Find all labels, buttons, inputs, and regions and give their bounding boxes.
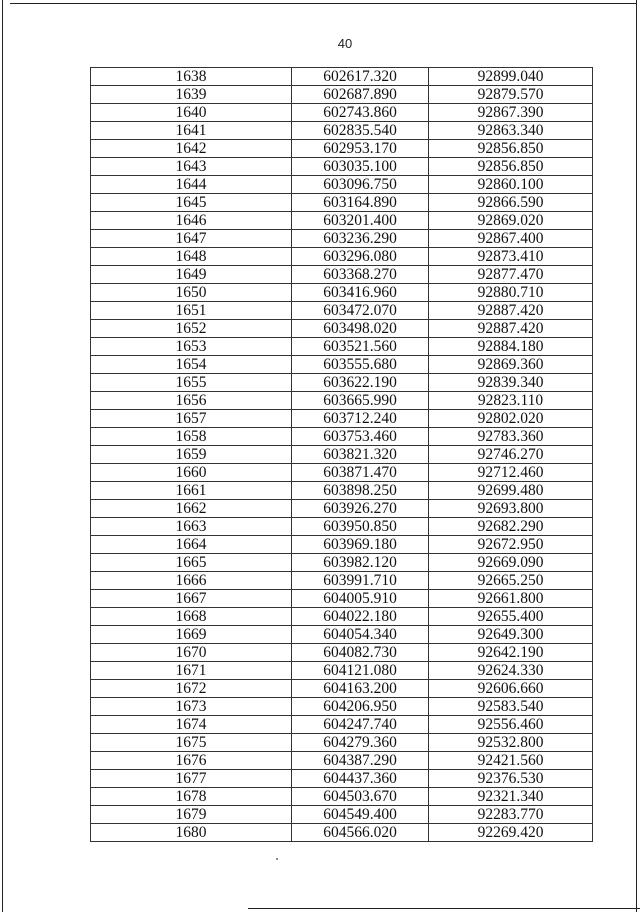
point-number-cell: 1680 <box>91 824 292 842</box>
point-number-cell: 1658 <box>91 428 292 446</box>
point-number-cell: 1667 <box>91 590 292 608</box>
table-row <box>91 68 593 86</box>
y-coordinate-cell: 92532.800 <box>429 734 593 752</box>
x-coordinate-cell: 604206.950 <box>292 698 429 716</box>
table-row <box>91 320 593 338</box>
table-row <box>91 140 593 158</box>
y-coordinate-cell: 92880.710 <box>429 284 593 302</box>
table-row <box>91 806 593 824</box>
point-number-cell: 1642 <box>91 140 292 158</box>
x-coordinate-cell: 604054.340 <box>292 626 429 644</box>
x-coordinate-cell: 603622.190 <box>292 374 429 392</box>
y-coordinate-cell: 92665.250 <box>429 572 593 590</box>
x-coordinate-cell: 602953.170 <box>292 140 429 158</box>
x-coordinate-cell: 603296.080 <box>292 248 429 266</box>
x-coordinate-cell: 603164.890 <box>292 194 429 212</box>
table-row <box>91 554 593 572</box>
y-coordinate-cell: 92877.470 <box>429 266 593 284</box>
x-coordinate-cell: 604022.180 <box>292 608 429 626</box>
y-coordinate-cell: 92649.300 <box>429 626 593 644</box>
x-coordinate-cell: 603368.270 <box>292 266 429 284</box>
x-coordinate-cell: 602617.320 <box>292 68 429 86</box>
y-coordinate-cell: 92783.360 <box>429 428 593 446</box>
table-row <box>91 662 593 680</box>
x-coordinate-cell: 603950.850 <box>292 518 429 536</box>
point-number-cell: 1662 <box>91 500 292 518</box>
point-number-cell: 1663 <box>91 518 292 536</box>
table-row <box>91 122 593 140</box>
point-number-cell: 1641 <box>91 122 292 140</box>
x-coordinate-cell: 603096.750 <box>292 176 429 194</box>
point-number-cell: 1644 <box>91 176 292 194</box>
point-number-cell: 1656 <box>91 392 292 410</box>
x-coordinate-cell: 603472.070 <box>292 302 429 320</box>
x-coordinate-cell: 603236.290 <box>292 230 429 248</box>
x-coordinate-cell: 604566.020 <box>292 824 429 842</box>
y-coordinate-cell: 92884.180 <box>429 338 593 356</box>
y-coordinate-cell: 92642.190 <box>429 644 593 662</box>
y-coordinate-cell: 92661.800 <box>429 590 593 608</box>
point-number-cell: 1659 <box>91 446 292 464</box>
page-border-bottom <box>248 908 640 909</box>
point-number-cell: 1654 <box>91 356 292 374</box>
table-row <box>91 176 593 194</box>
table-row <box>91 338 593 356</box>
point-number-cell: 1643 <box>91 158 292 176</box>
y-coordinate-cell: 92693.800 <box>429 500 593 518</box>
y-coordinate-cell: 92606.660 <box>429 680 593 698</box>
table-row <box>91 716 593 734</box>
y-coordinate-cell: 92669.090 <box>429 554 593 572</box>
x-coordinate-cell: 603416.960 <box>292 284 429 302</box>
y-coordinate-cell: 92887.420 <box>429 302 593 320</box>
point-number-cell: 1672 <box>91 680 292 698</box>
page-number: 40 <box>337 36 353 51</box>
y-coordinate-cell: 92856.850 <box>429 158 593 176</box>
table-row <box>91 824 593 842</box>
scan-speck <box>276 858 278 860</box>
x-coordinate-cell: 604437.360 <box>292 770 429 788</box>
point-number-cell: 1647 <box>91 230 292 248</box>
y-coordinate-cell: 92856.850 <box>429 140 593 158</box>
x-coordinate-cell: 602743.860 <box>292 104 429 122</box>
point-number-cell: 1653 <box>91 338 292 356</box>
coordinates-table <box>90 67 593 842</box>
table-row <box>91 626 593 644</box>
y-coordinate-cell: 92863.340 <box>429 122 593 140</box>
table-row <box>91 374 593 392</box>
x-coordinate-cell: 603201.400 <box>292 212 429 230</box>
table-row <box>91 464 593 482</box>
point-number-cell: 1677 <box>91 770 292 788</box>
table-row <box>91 356 593 374</box>
y-coordinate-cell: 92283.770 <box>429 806 593 824</box>
y-coordinate-cell: 92839.340 <box>429 374 593 392</box>
y-coordinate-cell: 92583.540 <box>429 698 593 716</box>
table-row <box>91 536 593 554</box>
point-number-cell: 1660 <box>91 464 292 482</box>
point-number-cell: 1646 <box>91 212 292 230</box>
point-number-cell: 1657 <box>91 410 292 428</box>
point-number-cell: 1649 <box>91 266 292 284</box>
point-number-cell: 1648 <box>91 248 292 266</box>
y-coordinate-cell: 92860.100 <box>429 176 593 194</box>
coordinates-table-body <box>91 68 593 842</box>
point-number-cell: 1671 <box>91 662 292 680</box>
x-coordinate-cell: 604121.080 <box>292 662 429 680</box>
y-coordinate-cell: 92879.570 <box>429 86 593 104</box>
x-coordinate-cell: 603926.270 <box>292 500 429 518</box>
x-coordinate-cell: 604005.910 <box>292 590 429 608</box>
table-row <box>91 284 593 302</box>
table-row <box>91 752 593 770</box>
table-row <box>91 104 593 122</box>
x-coordinate-cell: 604387.290 <box>292 752 429 770</box>
x-coordinate-cell: 603555.680 <box>292 356 429 374</box>
table-row <box>91 680 593 698</box>
table-row <box>91 158 593 176</box>
x-coordinate-cell: 604082.730 <box>292 644 429 662</box>
x-coordinate-cell: 603665.990 <box>292 392 429 410</box>
y-coordinate-cell: 92867.400 <box>429 230 593 248</box>
page-border-top <box>10 3 636 4</box>
point-number-cell: 1679 <box>91 806 292 824</box>
page-border-right <box>636 0 637 912</box>
table-row <box>91 518 593 536</box>
x-coordinate-cell: 604549.400 <box>292 806 429 824</box>
table-row <box>91 392 593 410</box>
table-row <box>91 608 593 626</box>
table-row <box>91 482 593 500</box>
table-row <box>91 212 593 230</box>
y-coordinate-cell: 92869.020 <box>429 212 593 230</box>
point-number-cell: 1655 <box>91 374 292 392</box>
y-coordinate-cell: 92556.460 <box>429 716 593 734</box>
point-number-cell: 1670 <box>91 644 292 662</box>
point-number-cell: 1661 <box>91 482 292 500</box>
y-coordinate-cell: 92682.290 <box>429 518 593 536</box>
y-coordinate-cell: 92624.330 <box>429 662 593 680</box>
table-row <box>91 698 593 716</box>
point-number-cell: 1669 <box>91 626 292 644</box>
x-coordinate-cell: 604247.740 <box>292 716 429 734</box>
table-row <box>91 266 593 284</box>
y-coordinate-cell: 92269.420 <box>429 824 593 842</box>
y-coordinate-cell: 92887.420 <box>429 320 593 338</box>
table-row <box>91 788 593 806</box>
y-coordinate-cell: 92376.530 <box>429 770 593 788</box>
y-coordinate-cell: 92672.950 <box>429 536 593 554</box>
point-number-cell: 1675 <box>91 734 292 752</box>
x-coordinate-cell: 603521.560 <box>292 338 429 356</box>
point-number-cell: 1676 <box>91 752 292 770</box>
x-coordinate-cell: 604279.360 <box>292 734 429 752</box>
y-coordinate-cell: 92746.270 <box>429 446 593 464</box>
table-row <box>91 446 593 464</box>
y-coordinate-cell: 92899.040 <box>429 68 593 86</box>
table-row <box>91 194 593 212</box>
x-coordinate-cell: 602835.540 <box>292 122 429 140</box>
y-coordinate-cell: 92866.590 <box>429 194 593 212</box>
x-coordinate-cell: 603991.710 <box>292 572 429 590</box>
y-coordinate-cell: 92823.110 <box>429 392 593 410</box>
point-number-cell: 1651 <box>91 302 292 320</box>
point-number-cell: 1645 <box>91 194 292 212</box>
y-coordinate-cell: 92867.390 <box>429 104 593 122</box>
table-row <box>91 770 593 788</box>
x-coordinate-cell: 603969.180 <box>292 536 429 554</box>
table-row <box>91 428 593 446</box>
point-number-cell: 1678 <box>91 788 292 806</box>
table-row <box>91 500 593 518</box>
y-coordinate-cell: 92421.560 <box>429 752 593 770</box>
x-coordinate-cell: 604503.670 <box>292 788 429 806</box>
point-number-cell: 1664 <box>91 536 292 554</box>
point-number-cell: 1640 <box>91 104 292 122</box>
table-row <box>91 86 593 104</box>
table-row <box>91 572 593 590</box>
y-coordinate-cell: 92655.400 <box>429 608 593 626</box>
x-coordinate-cell: 603035.100 <box>292 158 429 176</box>
point-number-cell: 1650 <box>91 284 292 302</box>
x-coordinate-cell: 603712.240 <box>292 410 429 428</box>
point-number-cell: 1639 <box>91 86 292 104</box>
point-number-cell: 1666 <box>91 572 292 590</box>
point-number-cell: 1674 <box>91 716 292 734</box>
y-coordinate-cell: 92802.020 <box>429 410 593 428</box>
y-coordinate-cell: 92873.410 <box>429 248 593 266</box>
x-coordinate-cell: 603871.470 <box>292 464 429 482</box>
x-coordinate-cell: 602687.890 <box>292 86 429 104</box>
table-row <box>91 644 593 662</box>
point-number-cell: 1673 <box>91 698 292 716</box>
point-number-cell: 1665 <box>91 554 292 572</box>
table-row <box>91 248 593 266</box>
x-coordinate-cell: 603982.120 <box>292 554 429 572</box>
x-coordinate-cell: 604163.200 <box>292 680 429 698</box>
point-number-cell: 1652 <box>91 320 292 338</box>
y-coordinate-cell: 92321.340 <box>429 788 593 806</box>
y-coordinate-cell: 92699.480 <box>429 482 593 500</box>
page-border-left <box>2 0 3 912</box>
point-number-cell: 1668 <box>91 608 292 626</box>
table-row <box>91 302 593 320</box>
table-row <box>91 734 593 752</box>
x-coordinate-cell: 603753.460 <box>292 428 429 446</box>
x-coordinate-cell: 603821.320 <box>292 446 429 464</box>
x-coordinate-cell: 603498.020 <box>292 320 429 338</box>
table-row <box>91 590 593 608</box>
x-coordinate-cell: 603898.250 <box>292 482 429 500</box>
point-number-cell: 1638 <box>91 68 292 86</box>
y-coordinate-cell: 92712.460 <box>429 464 593 482</box>
table-row <box>91 230 593 248</box>
table-row <box>91 410 593 428</box>
y-coordinate-cell: 92869.360 <box>429 356 593 374</box>
